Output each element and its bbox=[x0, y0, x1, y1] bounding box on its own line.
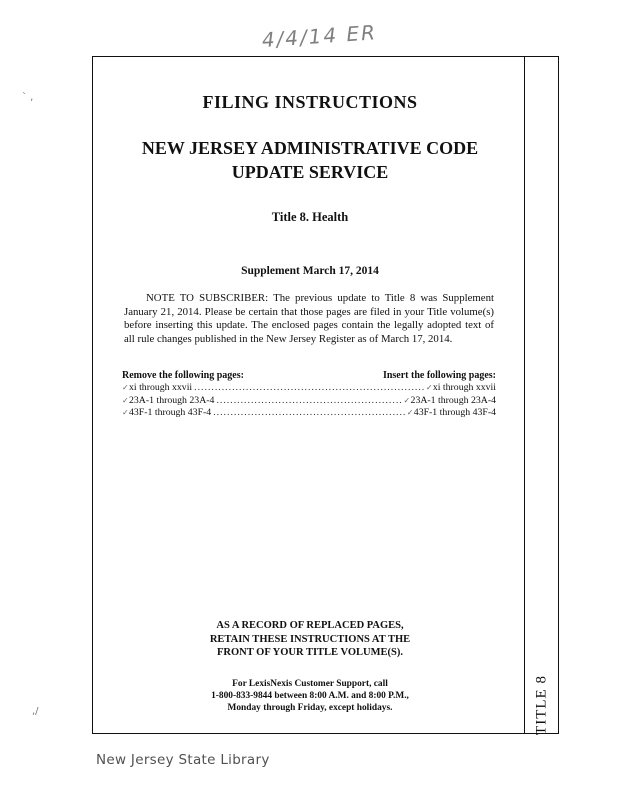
checkmark-icon: ✓ bbox=[122, 408, 129, 417]
page-table-row bbox=[122, 395, 496, 408]
support-line-1: For LexisNexis Customer Support, call bbox=[232, 679, 388, 689]
checkmark-icon: ✓ bbox=[122, 383, 129, 392]
checkmark-icon: ✓ bbox=[425, 383, 433, 392]
page-table-header bbox=[122, 370, 496, 381]
checkmark-icon: ✓ bbox=[122, 395, 129, 405]
page-table-row bbox=[122, 407, 496, 420]
remove-pages: xi through xxvii bbox=[129, 382, 193, 393]
remove-pages: 43F-1 through 43F-4 bbox=[129, 407, 212, 418]
insert-pages: 43F-1 through 43F-4 bbox=[413, 407, 496, 418]
record-notice-line-3: FRONT OF YOUR TITLE VOLUME(S). bbox=[217, 647, 403, 658]
supplement-date: Supplement March 17, 2014 bbox=[241, 265, 379, 277]
record-notice bbox=[120, 619, 500, 660]
checkmark-icon: ✓ bbox=[403, 395, 411, 405]
remove-pages-header: Remove the following pages: bbox=[122, 370, 244, 381]
dot-leader bbox=[216, 395, 401, 408]
page-title: FILING INSTRUCTIONS bbox=[202, 92, 418, 112]
subscriber-note: NOTE TO SUBSCRIBER: The previous update to Title 8 was Supplement January 21, 2014. Please be certain that those pages are filed in your Title volume(s) before inserting this update. The enclosed pages contain the legally adopted text of all rule changes published in the New Jersey Register as of March 17, 2014. bbox=[124, 292, 494, 345]
customer-support-info bbox=[120, 678, 500, 714]
support-days: Monday through Friday, except holidays. bbox=[227, 703, 393, 713]
code-heading-line-1: NEW JERSEY ADMINISTRATIVE CODE bbox=[141, 138, 479, 158]
record-notice-line-1: AS A RECORD OF REPLACED PAGES, bbox=[216, 620, 404, 631]
insert-pages-header: Insert the following pages: bbox=[382, 370, 496, 381]
scan-speck: ,/ bbox=[32, 706, 39, 717]
code-heading bbox=[120, 136, 500, 184]
code-title: Title 8. Health bbox=[271, 210, 349, 224]
record-notice-line-2: RETAIN THESE INSTRUCTIONS AT THE bbox=[209, 633, 411, 645]
dot-leader bbox=[194, 382, 424, 395]
title-tab bbox=[524, 56, 559, 734]
code-heading-line-2: UPDATE SERVICE bbox=[231, 162, 389, 182]
remove-pages: 23A-1 through 23A-4 bbox=[129, 394, 215, 406]
dot-leader bbox=[213, 407, 405, 420]
page-replacement-table bbox=[122, 370, 496, 420]
insert-pages: xi through xxvii bbox=[432, 382, 496, 393]
insert-pages: 23A-1 through 23A-4 bbox=[410, 394, 496, 406]
page-table-row bbox=[122, 382, 496, 395]
title-tab-label: TITLE 8 bbox=[533, 675, 549, 735]
scan-speck: ` , bbox=[22, 92, 34, 103]
handwritten-date-annotation: 4/4/14 ER bbox=[261, 20, 378, 53]
checkmark-icon: ✓ bbox=[406, 408, 414, 417]
support-phone-hours: 1-800-833-9844 between 8:00 A.M. and 8:00 P.M., bbox=[211, 691, 409, 701]
library-stamp: New Jersey State Library bbox=[96, 752, 270, 768]
